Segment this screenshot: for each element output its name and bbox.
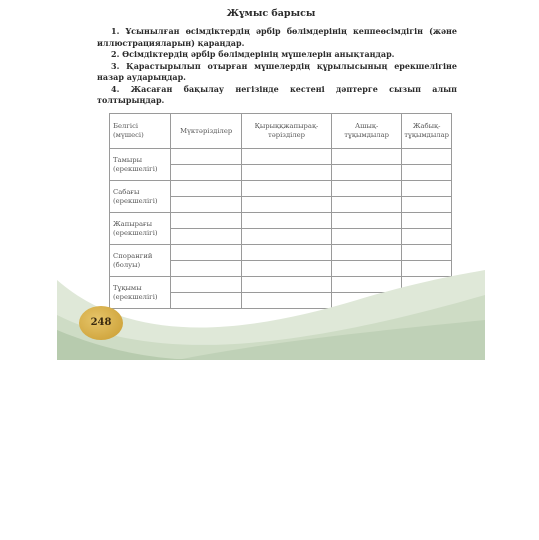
table-cell <box>171 245 241 261</box>
row-label-line1: Спорангий <box>113 252 153 260</box>
header-angiosperms <box>402 114 452 149</box>
header-gymnosperms-line2: тұқымдылар <box>344 131 390 139</box>
header-mosses <box>171 114 241 149</box>
table-cell <box>171 149 241 165</box>
header-feature-line1: Белгісі <box>113 122 139 130</box>
row-label-line2: (болуы) <box>113 260 141 269</box>
row-label-line2: (ерекшелігі) <box>113 228 158 237</box>
step-1: 1. Ұсынылған өсімдіктердің әрбір бөлімдерінің кеппеөсімдігін (және иллюстрацияларын) қараңдар. <box>97 26 457 48</box>
page-title: Жұмыс барысы <box>226 8 316 19</box>
table-cell <box>241 229 331 245</box>
row-label-line1: Тамыры <box>113 156 143 164</box>
header-mosses-text: Мүктәрізділер <box>180 126 233 135</box>
table-cell <box>402 229 452 245</box>
table-cell <box>241 197 331 213</box>
table-cell <box>241 165 331 181</box>
table-cell <box>241 149 331 165</box>
table-cell <box>402 213 452 229</box>
table-cell <box>332 213 402 229</box>
page-number: 248 <box>90 317 112 328</box>
header-angiosperms-line2: тұқымдылар <box>404 131 449 139</box>
table-cell <box>171 181 241 197</box>
row-label <box>110 213 171 245</box>
header-gymnosperms-line1: Ашық- <box>355 122 379 130</box>
table-cell <box>332 229 402 245</box>
row-label-line1: Жапырағы <box>113 220 152 228</box>
table-cell <box>402 181 452 197</box>
header-angiosperms-line1: Жабық- <box>412 122 441 130</box>
row-label-line1: Тұқымы <box>113 284 142 292</box>
table-row <box>110 213 452 229</box>
step-3: 3. Қарастырылып отырған мүшелердің құрылысының ерекшелігіне назар аударыңдар. <box>97 60 457 82</box>
page-number-badge <box>79 306 123 340</box>
table-cell <box>241 245 331 261</box>
table-cell <box>332 165 402 181</box>
table-cell <box>171 229 241 245</box>
table-cell <box>402 149 452 165</box>
table-cell <box>402 165 452 181</box>
header-gymnosperms <box>332 114 402 149</box>
header-feature-line2: (мүшесі) <box>113 131 144 139</box>
table-cell <box>171 197 241 213</box>
step-2: 2. Өсімдіктердің әрбір бөлімдерінің мүшелерін анықтаңдар. <box>111 49 395 59</box>
row-label-line1: Сабағы <box>113 188 140 196</box>
decorative-wave <box>57 260 485 360</box>
table-cell <box>171 213 241 229</box>
textbook-page <box>57 0 485 360</box>
table-cell <box>332 245 402 261</box>
table-cell <box>171 165 241 181</box>
table-row <box>110 245 452 261</box>
table-row <box>110 149 452 165</box>
table-cell <box>332 181 402 197</box>
table-cell <box>402 245 452 261</box>
row-label-line2: (ерекшелігі) <box>113 292 158 301</box>
table-cell <box>332 197 402 213</box>
row-label <box>110 149 171 181</box>
header-ferns-line1: Қырыққжапырақ- <box>254 122 319 130</box>
table-cell <box>241 181 331 197</box>
table-cell <box>402 197 452 213</box>
header-feature <box>110 114 171 149</box>
table-cell <box>332 149 402 165</box>
row-label <box>110 181 171 213</box>
table-cell <box>241 213 331 229</box>
table-row <box>110 181 452 197</box>
row-label-line2: (ерекшелігі) <box>113 164 158 173</box>
header-ferns <box>241 114 331 149</box>
step-4: 4. Жасаған бақылау негізінде кестені дәптерге сызып алып толтырыңдар. <box>97 83 457 105</box>
row-label-line2: (ерекшелігі) <box>113 196 158 205</box>
table-header-row <box>110 114 452 149</box>
header-ferns-line2: тәрізділер <box>267 131 306 139</box>
instructions <box>97 26 457 107</box>
